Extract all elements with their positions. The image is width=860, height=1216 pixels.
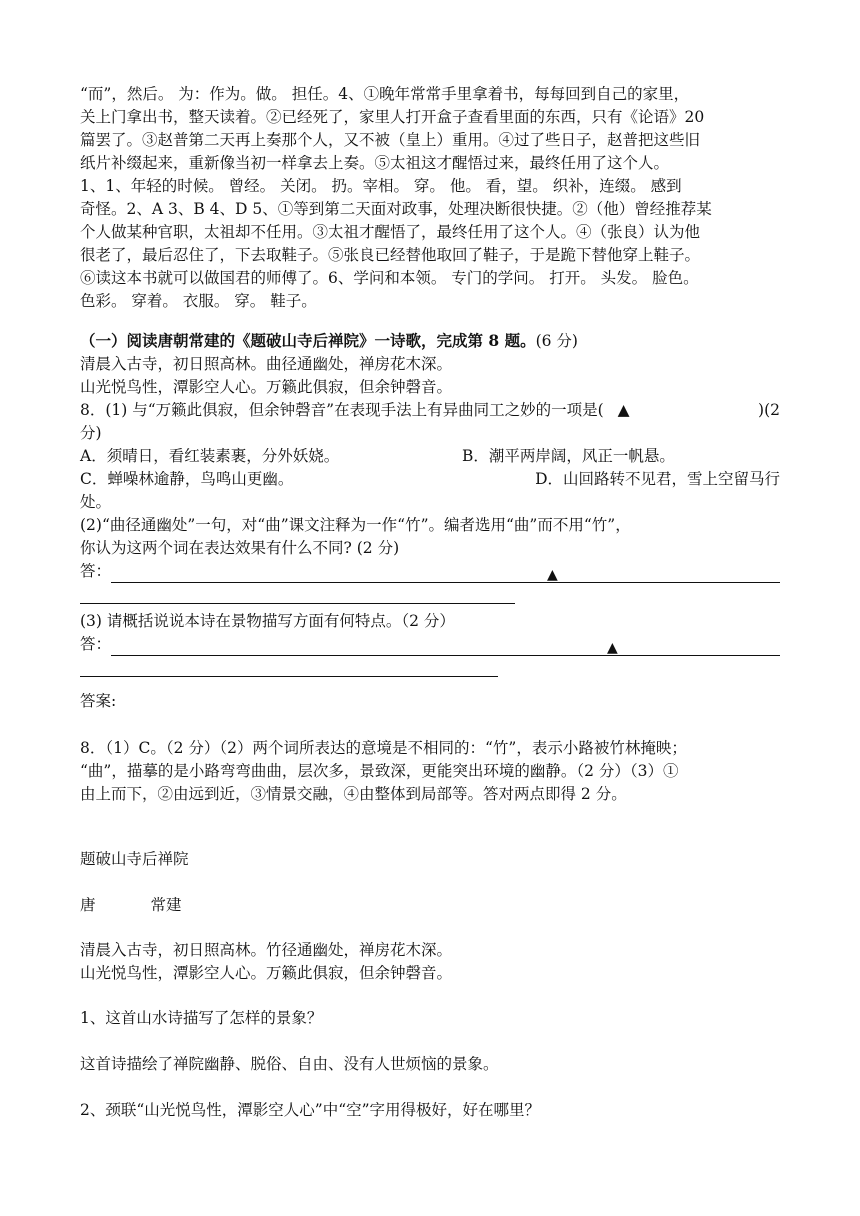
poem-author: 常建 <box>150 896 182 914</box>
poem-line: 清晨入古寺，初日照高林。曲径通幽处，禅房花木深。 <box>80 355 453 373</box>
poem-dynasty: 唐 <box>80 896 96 914</box>
answer-label: 答： <box>80 635 112 653</box>
answers-block <box>80 737 780 806</box>
answer-underline[interactable] <box>111 564 780 583</box>
text-line: ⑥读这本书就可以做国君的师傅了。6、学问和本领。 专门的学问。 打开。 头发。 脸色。 <box>80 269 699 287</box>
poem-title: 题破山寺后禅院 <box>80 850 189 868</box>
option-d: D．山回路转不见君，雪上空留马行 <box>535 470 780 488</box>
poem-line: 山光悦鸟性，潭影空人心。万籁此俱寂，但余钟磬音。 <box>80 378 453 396</box>
answer-mark-icon: ▲ <box>547 567 558 583</box>
text-line: 1、1、年轻的时候。 曾经。 关闭。 扔。宰相。 穿。 他。 看，望。 织补，连缀。 感到 <box>80 177 682 195</box>
text-line: 色彩。 穿着。 衣服。 穿。 鞋子。 <box>80 292 317 310</box>
text-line: 关上门拿出书，整天读着。②已经死了，家里人打开盒子查看里面的东西，只有《论语》20 <box>80 108 705 126</box>
poem-body <box>80 939 452 985</box>
text-line: 很老了，最后忍住了，下去取鞋子。⑤张良已经替他取回了鞋子，于是跪下替他穿上鞋子。 <box>80 246 701 264</box>
poem-line: 清晨入古寺，初日照高林。竹径通幽处，禅房花木深。 <box>80 941 453 959</box>
question-8-1 <box>80 399 780 422</box>
question-score-cont: 分) <box>80 424 102 442</box>
answer-line-2 <box>80 633 780 656</box>
option-a: A．须晴日，看红装素裹，分外妖娆。 <box>80 447 340 465</box>
option-c: C．蝉噪林逾静，鸟鸣山更幽。 <box>80 470 294 488</box>
reading-section <box>80 329 780 677</box>
text-line: 篇罢了。③赵普第二天再上奏那个人，又不被（皇上）重用。④过了些日子，赵普把这些旧 <box>80 131 701 149</box>
section-heading <box>80 329 780 353</box>
text-line: 纸片补缀起来，重新像当初一样拿去上奏。⑤太祖这才醒悟过来，最终任用了这个人。 <box>80 154 670 172</box>
heading-text: （一）阅读唐朝常建的《题破山寺后禅院》一诗歌，完成第 8 题。 <box>80 331 536 350</box>
answer-mark-icon: ▲ <box>617 401 630 419</box>
answer-line: 8．（1）C。（2 分）（2）两个词所表达的意境是不相同的：“竹”，表示小路被竹林掩映； <box>80 739 687 757</box>
text-line: “而”，然后。 为：作为。做。 担任。4、①晚年常常手里拿着书，每每回到自己的家里， <box>80 85 690 103</box>
text-line: 奇怪。2、A 3、B 4、D 5、①等到第二天面对政事，处理决断很快捷。②（他）曾经推荐某 <box>80 200 712 218</box>
top-answer-block <box>80 83 780 313</box>
question-2: 2、颈联“山光悦鸟性，潭影空人心”中“空”字用得极好，好在哪里？ <box>80 1101 541 1119</box>
text-line: 个人做某种官职，太祖却不任用。③太祖才醒悟了，最终任用了这个人。④（张良）认为他 <box>80 223 701 241</box>
options-row-1 <box>80 445 780 468</box>
question-8-2: (2)“曲径通幽处”一句，对“曲”课文注释为一作“竹”。编者选用“曲”而不用“竹”， <box>80 516 631 534</box>
answer-line: “曲”，描摹的是小路弯弯曲曲，层次多，景致深，更能突出环境的幽静。（2 分）（3）① <box>80 762 679 780</box>
answer-label: 答： <box>80 562 112 580</box>
answer-underline[interactable] <box>111 637 780 656</box>
option-b: B．潮平两岸阔，风正一帆悬。 <box>462 447 675 465</box>
heading-score: (6 分) <box>535 332 578 350</box>
answer-mark-icon: ▲ <box>607 640 618 656</box>
answer-underline-cont[interactable] <box>80 603 515 604</box>
answer-1: 这首诗描绘了禅院幽静、脱俗、自由、没有人世烦恼的景象。 <box>80 1055 499 1073</box>
option-d-cont: 处。 <box>80 493 112 511</box>
question-8-2-cont: 你认为这两个词在表达效果有什么不同? (2 分) <box>80 539 400 557</box>
answer-line-1 <box>80 560 780 583</box>
answers-label: 答案: <box>80 692 117 710</box>
options-row-2 <box>80 468 780 491</box>
poem-line: 山光悦鸟性，潭影空人心。万籁此俱寂，但余钟磬音。 <box>80 964 453 982</box>
question-8-3: (3) 请概括说说本诗在景物描写方面有何特点。（2 分） <box>80 612 455 630</box>
answer-line: 由上而下，②由远到近，③情景交融，④由整体到局部等。答对两点即得 2 分。 <box>80 785 627 803</box>
question-text: 8．(1) 与“万籁此俱寂，但余钟磬音”在表现手法上有异曲同工之妙的一项是( <box>80 401 604 419</box>
question-1: 1、这首山水诗描写了怎样的景象？ <box>80 1009 323 1027</box>
answer-underline-cont[interactable] <box>80 676 498 677</box>
poem-byline <box>80 894 181 917</box>
question-score: )(2 <box>758 401 780 419</box>
